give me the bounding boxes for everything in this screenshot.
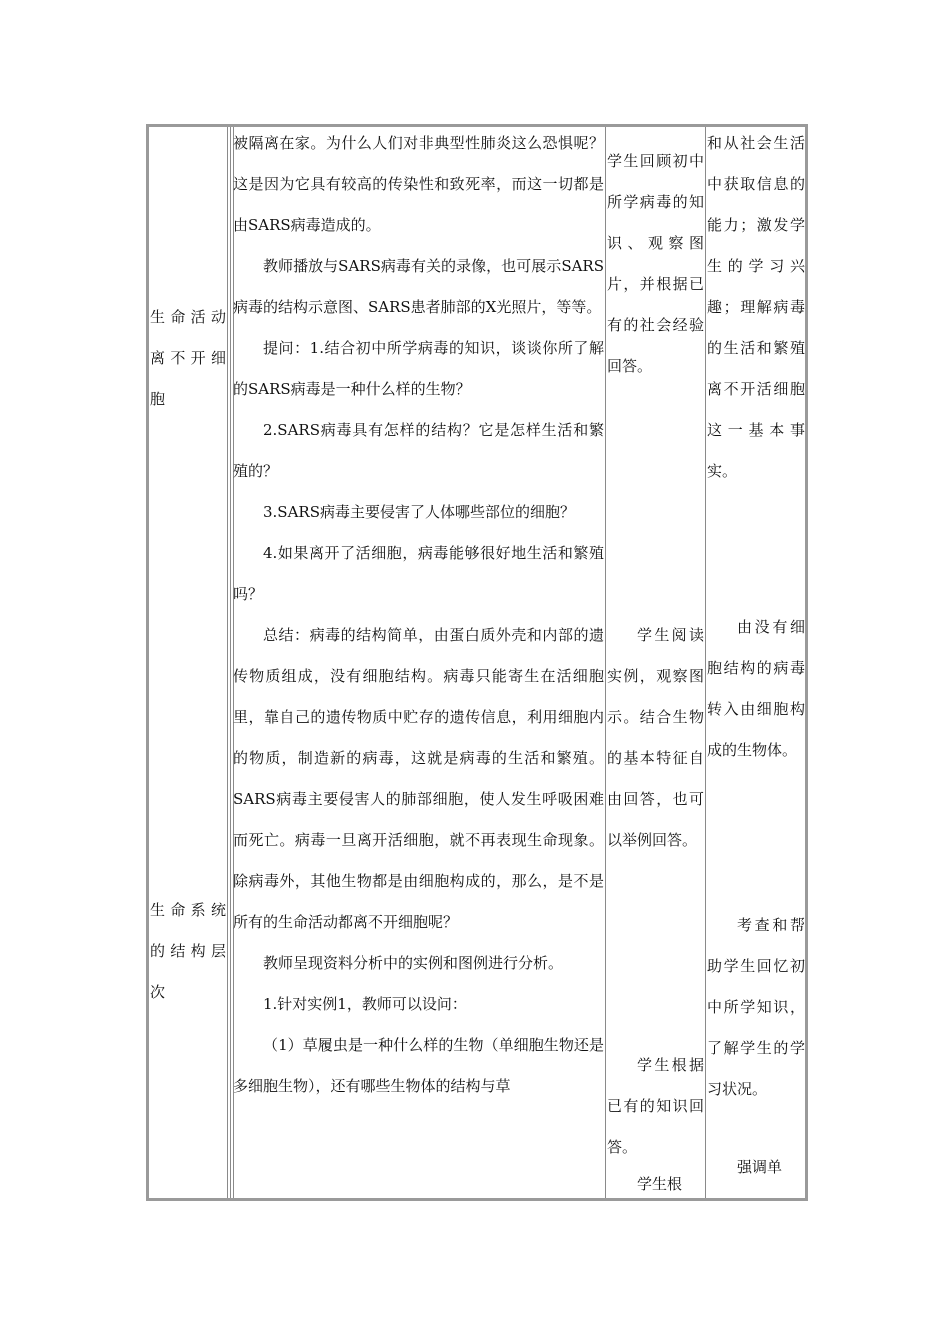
- student-activity: 学生回顾初中所学病毒的知识、观察图片，并根据已有的社会经验回答。: [607, 152, 704, 375]
- student-activity: 学生阅读实例，观察图示。结合生物的基本特征自由回答，也可以举例回答。: [607, 626, 704, 849]
- student-activity: 学生根据已有的知识回答。: [607, 1056, 704, 1156]
- topic-line: 次: [150, 983, 166, 1001]
- student-activity: 学生根: [637, 1175, 683, 1193]
- paragraph: 2.SARS病毒具有怎样的结构？它是怎样生活和繁殖的？: [233, 421, 604, 480]
- topic-line: 离不开细: [150, 349, 226, 367]
- paragraph: 被隔离在家。为什么人们对非典型性肺炎这么恐惧呢？这是因为它具有较高的传染性和致死率，而这一切都是由SARS病毒造成的。: [233, 134, 604, 234]
- design-intent: 和从社会生活中获取信息的能力；激发学生的学习兴趣；理解病毒的生活和繁殖离不开活细胞这一基本事实。: [707, 134, 805, 480]
- teacher-activity-column: [233, 127, 604, 1198]
- paragraph: 4.如果离开了活细胞，病毒能够很好地生活和繁殖吗？: [233, 544, 604, 603]
- column-divider: [605, 127, 606, 1198]
- paragraph: 教师播放与SARS病毒有关的录像，也可展示SARS病毒的结构示意图、SARS患者肺部的X光照片，等等。: [233, 257, 604, 316]
- paragraph: （1）草履虫是一种什么样的生物（单细胞生物还是多细胞生物），还有哪些生物体的结构与草: [233, 1036, 604, 1095]
- lesson-table: [146, 124, 808, 1201]
- topic-line: 胞: [150, 390, 166, 408]
- paragraph: 教师呈现资料分析中的实例和图例进行分析。: [263, 954, 564, 972]
- column-divider: [227, 127, 228, 1198]
- paragraph: 1.针对实例1，教师可以设问：: [263, 995, 467, 1013]
- student-activity-column: [607, 127, 704, 1198]
- design-intent: 强调单: [737, 1158, 783, 1176]
- topic-line: 生命活动: [150, 308, 226, 326]
- topic-cell-2: [150, 890, 226, 1013]
- topic-line: 生命系统: [150, 901, 226, 919]
- column-divider: [705, 127, 706, 1198]
- topic-cell-1: [150, 297, 226, 420]
- design-intent-column: [707, 127, 805, 1198]
- design-intent: 由没有细胞结构的病毒转入由细胞构成的生物体。: [707, 618, 805, 759]
- design-intent: 考查和帮助学生回忆初中所学知识，了解学生的学习状况。: [707, 916, 805, 1098]
- topic-column: [150, 127, 226, 1198]
- paragraph: 3.SARS病毒主要侵害了人体哪些部位的细胞？: [263, 503, 575, 521]
- paragraph: 提问：1.结合初中所学病毒的知识，谈谈你所了解的SARS病毒是一种什么样的生物？: [233, 339, 604, 398]
- topic-line: 的结构层: [150, 942, 226, 960]
- paragraph: 总结：病毒的结构简单，由蛋白质外壳和内部的遗传物质组成，没有细胞结构。病毒只能寄生在活细胞里，靠自己的遗传物质中贮存的遗传信息，利用细胞内的物质，制造新的病毒，这就是病毒的生活和繁殖。SARS病毒主要侵害人的肺部细胞，使人发生呼吸困难而死亡。病毒一旦离开活细胞，就不再表现生命现象。除病毒外，其他生物都是由细胞构成的，那么，是不是所有的生命活动都离不开细胞呢？: [233, 626, 604, 931]
